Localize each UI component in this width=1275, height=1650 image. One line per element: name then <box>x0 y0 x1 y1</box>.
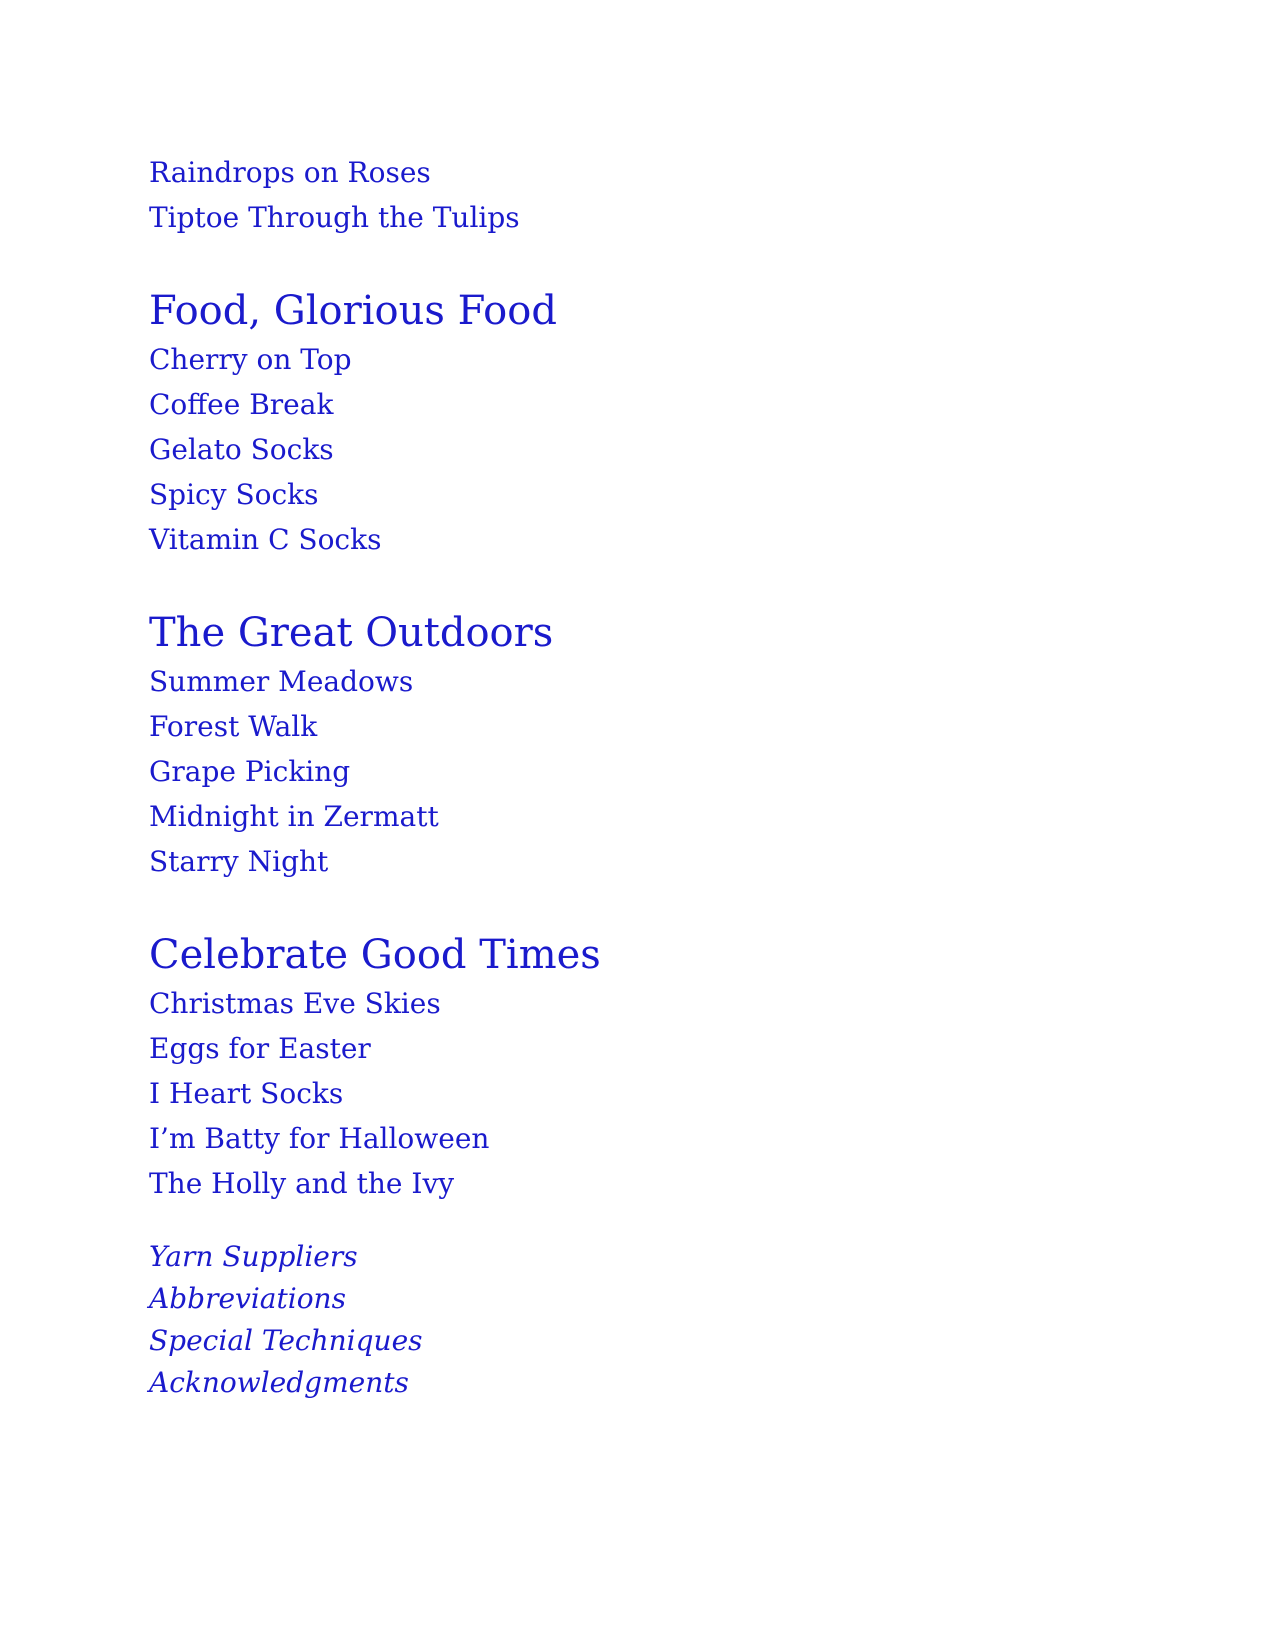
section-title-outdoors[interactable]: The Great Outdoors <box>149 610 554 656</box>
toc-link-christmas-eve-skies[interactable]: Christmas Eve Skies <box>149 987 441 1020</box>
toc-link-summer-meadows[interactable]: Summer Meadows <box>149 665 414 698</box>
section-outdoors <box>149 607 1149 884</box>
toc-link-special-techniques[interactable]: Special Techniques <box>149 1324 423 1357</box>
toc-link-forest-walk[interactable]: Forest Walk <box>149 710 318 743</box>
toc-link-midnight-in-zermatt[interactable]: Midnight in Zermatt <box>149 800 439 833</box>
toc-link-raindrops-on-roses[interactable]: Raindrops on Roses <box>149 156 431 189</box>
section-celebrate <box>149 929 1149 1206</box>
toc-link-starry-night[interactable]: Starry Night <box>149 845 329 878</box>
toc-link-yarn-suppliers[interactable]: Yarn Suppliers <box>149 1240 358 1273</box>
toc-link-holly-and-ivy[interactable]: The Holly and the Ivy <box>149 1167 455 1200</box>
intro-list <box>149 150 1149 240</box>
toc-link-vitamin-c-socks[interactable]: Vitamin C Socks <box>149 523 382 556</box>
table-of-contents <box>149 150 1149 1404</box>
back-matter-list <box>149 1236 1149 1404</box>
toc-link-gelato-socks[interactable]: Gelato Socks <box>149 433 334 466</box>
toc-link-batty-for-halloween[interactable]: I’m Batty for Halloween <box>149 1122 490 1155</box>
section-title-celebrate[interactable]: Celebrate Good Times <box>149 932 601 978</box>
toc-link-tiptoe-through-the-tulips[interactable]: Tiptoe Through the Tulips <box>149 201 520 234</box>
toc-link-spicy-socks[interactable]: Spicy Socks <box>149 478 319 511</box>
toc-link-i-heart-socks[interactable]: I Heart Socks <box>149 1077 344 1110</box>
section-title-food[interactable]: Food, Glorious Food <box>149 288 557 334</box>
toc-link-abbreviations[interactable]: Abbreviations <box>149 1282 346 1315</box>
toc-link-acknowledgments[interactable]: Acknowledgments <box>149 1366 409 1399</box>
toc-link-eggs-for-easter[interactable]: Eggs for Easter <box>149 1032 371 1065</box>
toc-link-cherry-on-top[interactable]: Cherry on Top <box>149 343 352 376</box>
toc-link-grape-picking[interactable]: Grape Picking <box>149 755 351 788</box>
toc-link-coffee-break[interactable]: Coffee Break <box>149 388 334 421</box>
section-food <box>149 285 1149 562</box>
